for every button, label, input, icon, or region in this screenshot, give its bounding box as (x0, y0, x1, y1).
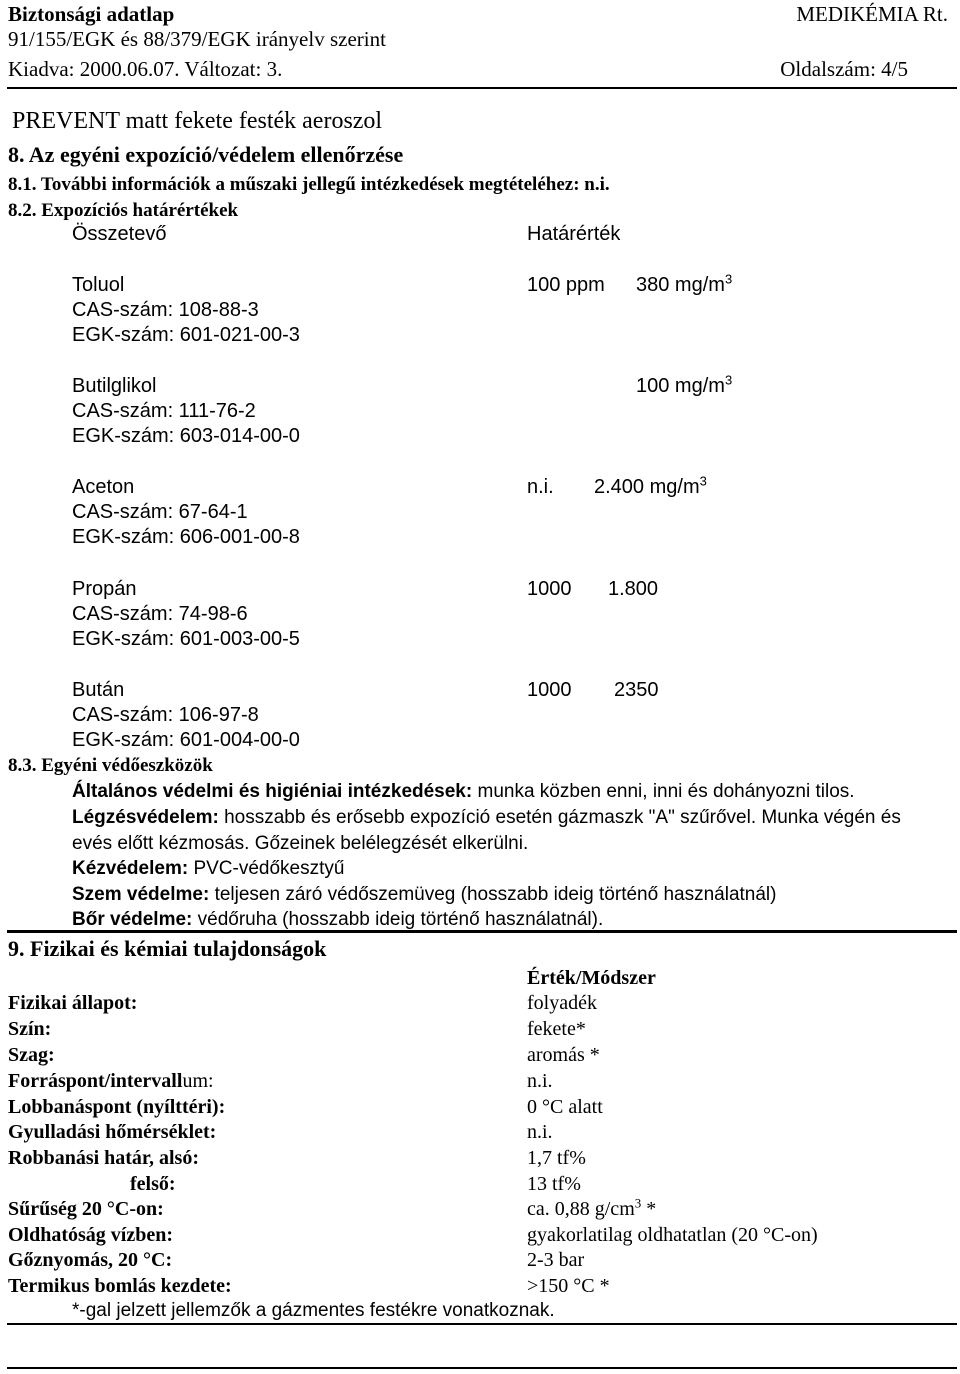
property-label: Sűrűség 20 °C-on: (8, 1198, 164, 1220)
eye-protection-label: Szem védelme: (72, 884, 210, 905)
limit-value-2 (636, 271, 733, 296)
section-8-2-heading: 8.2. Expozíciós határértékek (8, 200, 239, 221)
property-value: >150 °C * (527, 1275, 610, 1297)
skin-protection-label: Bőr védelme: (72, 909, 193, 930)
property-label (8, 1071, 214, 1091)
footer-divider-bottom (7, 1367, 957, 1369)
respiratory-protection-label: Légzésvédelem: (72, 807, 219, 828)
property-value: 13 tf% (527, 1173, 581, 1195)
section-8-1-text: 8.1. További információk a műszaki jellegű intézkedések megtételéhez: n.i. (8, 174, 610, 195)
property-value: gyakorlatilag oldhatatlan (20 °C-on) (527, 1224, 818, 1246)
property-value-tail: * (641, 1198, 657, 1220)
property-value: folyadék (527, 992, 597, 1014)
property-value: n.i. (527, 1070, 553, 1092)
section-9-heading: 9. Fizikai és kémiai tulajdonságok (8, 936, 327, 961)
limit-value-2-text: 380 mg/m (636, 274, 725, 296)
component-name: Toluol (72, 274, 125, 296)
footnote: *-gal jelzett jellemzők a gázmentes festékre vonatkoznak. (72, 1300, 555, 1321)
general-measures (72, 782, 855, 801)
property-label: Fizikai állapot: (8, 992, 138, 1014)
eye-protection (72, 885, 776, 904)
property-value: fekete* (527, 1018, 586, 1040)
property-label: Oldhatóság vízben: (8, 1224, 174, 1246)
component-name: Bután (72, 679, 125, 701)
section-8-1 (8, 175, 610, 194)
limit-value-2: 1.800 (608, 578, 659, 600)
company-name: MEDIKÉMIA Rt. (796, 2, 948, 26)
section-8-3-heading: 8.3. Egyéni védőeszközök (8, 755, 213, 776)
component-name: Butilglikol (72, 375, 157, 397)
respiratory-protection-cont: evés előtt kézmosás. Gőzeinek belélegzését elkerülni. (72, 833, 529, 854)
issue-info: Kiadva: 2000.06.07. Változat: 3. (8, 57, 283, 81)
property-label: Robbanási határ, alsó: (8, 1147, 199, 1169)
limit-value-2-text: 100 mg/m (636, 375, 725, 397)
component-egk: EGK-szám: 601-004-00-0 (72, 729, 300, 751)
skin-protection (72, 910, 603, 929)
property-value: 0 °C alatt (527, 1096, 603, 1118)
component-name: Propán (72, 578, 137, 600)
limit-value-2-sup: 3 (699, 473, 707, 489)
component-name: Aceton (72, 476, 135, 498)
hand-protection-label: Kézvédelem: (72, 858, 189, 879)
respiratory-protection-text: hosszabb és erősebb expozíció esetén gázmaszk "A" szűrővel. Munka végén és (218, 807, 901, 828)
component-cas: CAS-szám: 67-64-1 (72, 501, 248, 523)
property-value (527, 1195, 657, 1220)
footer-divider-top (7, 1323, 957, 1325)
limit-value-1: 100 ppm (527, 274, 605, 296)
component-egk: EGK-szám: 606-001-00-8 (72, 526, 300, 548)
limit-value-1: 1000 (527, 679, 572, 701)
limit-value-2-sup: 3 (724, 372, 733, 388)
property-label-tail: um: (182, 1070, 214, 1092)
property-label: Szín: (8, 1018, 52, 1040)
property-label: Gyulladási hőmérséklet: (8, 1121, 217, 1143)
property-value: aromás * (527, 1044, 600, 1066)
limit-value-2-text: 2.400 mg/m (594, 476, 700, 498)
skin-protection-text: védőruha (hosszabb ideig történő használatnál). (192, 909, 604, 930)
directive-text: 91/155/EGK és 88/379/EGK irányelv szerint (8, 27, 386, 51)
respiratory-protection (72, 808, 901, 827)
component-cas: CAS-szám: 111-76-2 (72, 400, 256, 422)
hand-protection-text: PVC-védőkesztyű (188, 858, 345, 879)
property-label: Termikus bomlás kezdete: (8, 1275, 232, 1297)
property-label: felső: (130, 1173, 176, 1195)
document-title: Biztonsági adatlap (8, 2, 175, 26)
limit-value-2 (636, 372, 733, 397)
hand-protection (72, 859, 344, 878)
eye-protection-text: teljesen záró védőszemüveg (hosszabb ideig történő használatnál) (209, 884, 777, 905)
component-cas: CAS-szám: 74-98-6 (72, 603, 248, 625)
page-number: Oldalszám: 4/5 (780, 57, 908, 81)
limit-value-2-sup: 3 (724, 271, 733, 287)
product-name: PREVENT matt fekete festék aeroszol (12, 108, 383, 134)
property-label: Szag: (8, 1044, 55, 1066)
property-value: 1,7 tf% (527, 1147, 586, 1169)
header-divider (7, 87, 957, 89)
value-column-header: Érték/Módszer (527, 967, 656, 989)
component-egk: EGK-szám: 601-021-00-3 (72, 324, 300, 346)
component-cas: CAS-szám: 108-88-3 (72, 299, 259, 321)
component-cas: CAS-szám: 106-97-8 (72, 704, 259, 726)
section-8-heading: 8. Az egyéni expozíció/védelem ellenőrzése (8, 142, 404, 167)
column-header-component: Összetevő (72, 223, 167, 245)
limit-value-1: 1000 (527, 578, 572, 600)
property-value: n.i. (527, 1121, 553, 1143)
limit-value-2 (594, 473, 707, 498)
property-label: Gőznyomás, 20 °C: (8, 1249, 173, 1271)
property-value: 2-3 bar (527, 1249, 585, 1271)
general-measures-text: munka közben enni, inni és dohányozni tilos. (472, 781, 855, 802)
column-header-limit: Határérték (527, 223, 621, 245)
component-egk: EGK-szám: 601-003-00-5 (72, 628, 300, 650)
property-value-sup: 3 (634, 1195, 642, 1211)
limit-value-2: 2350 (614, 679, 659, 701)
section-divider (7, 930, 957, 933)
general-measures-label: Általános védelmi és higiéniai intézkedések: (72, 781, 473, 802)
limit-value-1: n.i. (527, 476, 554, 498)
property-value-text: ca. 0,88 g/cm (527, 1198, 635, 1220)
property-label-bold: Forráspont/intervall (8, 1070, 183, 1092)
component-egk: EGK-szám: 603-014-00-0 (72, 425, 300, 447)
property-label: Lobbanáspont (nyílttéri): (8, 1096, 226, 1118)
